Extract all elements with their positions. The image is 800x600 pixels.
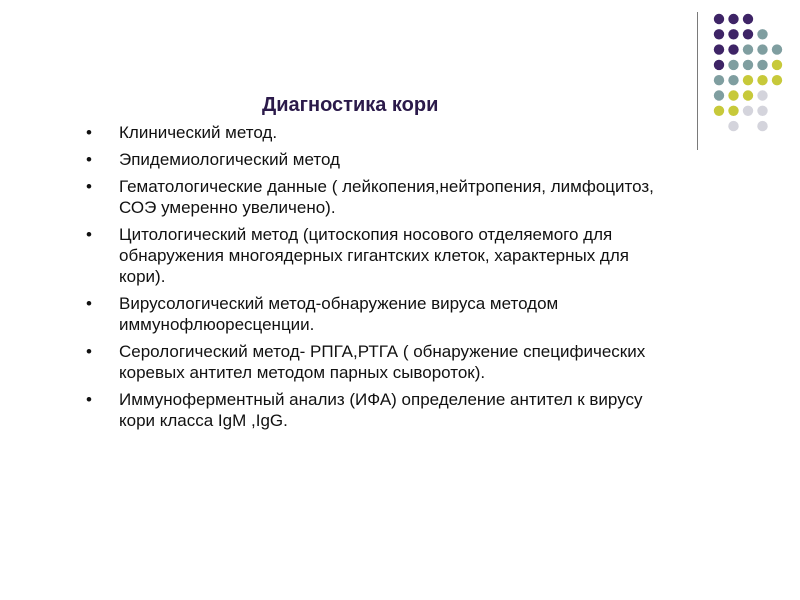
decorative-dot (743, 60, 753, 70)
bullet-icon: • (86, 294, 92, 313)
bullet-text-line: Иммуноферментный анализ (ИФА) определение антител к вирусу (119, 390, 643, 409)
decorative-dot (743, 44, 753, 54)
bullet-item (86, 224, 786, 287)
decorative-dot (743, 90, 753, 100)
decorative-dot (714, 60, 724, 70)
decorative-dot (772, 75, 782, 85)
decorative-dot (714, 75, 724, 85)
decorative-dot (714, 29, 724, 39)
decorative-dot (728, 90, 738, 100)
decorative-dot (772, 60, 782, 70)
slide-title: Диагностика кори (262, 94, 439, 116)
bullet-icon: • (86, 150, 92, 169)
bullet-item (86, 176, 786, 218)
bullet-item (86, 389, 786, 431)
decorative-dot (714, 90, 724, 100)
bullet-list (86, 122, 786, 437)
bullet-text-line: кори класса IgM ,IgG. (119, 411, 288, 430)
bullet-item (86, 122, 786, 143)
bullet-icon: • (86, 390, 92, 409)
bullet-text-line: иммунофлюоресценции. (119, 315, 315, 334)
decorative-dot (757, 106, 767, 116)
decorative-dot (728, 29, 738, 39)
bullet-text-line: кори). (119, 267, 166, 286)
decorative-dot (757, 60, 767, 70)
decorative-dot (757, 75, 767, 85)
decorative-dot (743, 14, 753, 24)
bullet-icon: • (86, 342, 92, 361)
decorative-dot (714, 44, 724, 54)
bullet-text-line: коревых антител методом парных сывороток). (119, 363, 486, 382)
decorative-dot (772, 44, 782, 54)
decorative-dot (714, 14, 724, 24)
bullet-icon: • (86, 177, 92, 196)
bullet-text-line: Вирусологический метод-обнаружение вируса методом (119, 294, 559, 313)
bullet-item (86, 149, 786, 170)
bullet-text-line: СОЭ умеренно увеличено). (119, 198, 336, 217)
bullet-icon: • (86, 123, 92, 142)
bullet-item (86, 293, 786, 335)
decorative-dot (728, 60, 738, 70)
decorative-dot (728, 14, 738, 24)
bullet-text-line: Гематологические данные ( лейкопения,нейтропения, лимфоцитоз, (119, 177, 654, 196)
bullet-text-line: Клинический метод. (119, 123, 278, 142)
bullet-text-line: обнаружения многоядерных гигантских клеток, характерных для (119, 246, 629, 265)
decorative-dot (743, 75, 753, 85)
decorative-dot (743, 106, 753, 116)
bullet-item (86, 341, 786, 383)
bullet-icon: • (86, 225, 92, 244)
bullet-text-line: Эпидемиологический метод (119, 150, 340, 169)
bullet-text-line: Серологический метод- РПГА,РТГА ( обнаружение специфических (119, 342, 646, 361)
decorative-dot (728, 106, 738, 116)
decorative-dot (743, 29, 753, 39)
decorative-dot (757, 44, 767, 54)
decorative-dot (714, 106, 724, 116)
bullet-text-line: Цитологический метод (цитоскопия носового отделяемого для (119, 225, 613, 244)
decorative-dot (728, 44, 738, 54)
decorative-dot (757, 29, 767, 39)
decorative-dot (757, 90, 767, 100)
decorative-dot (728, 75, 738, 85)
